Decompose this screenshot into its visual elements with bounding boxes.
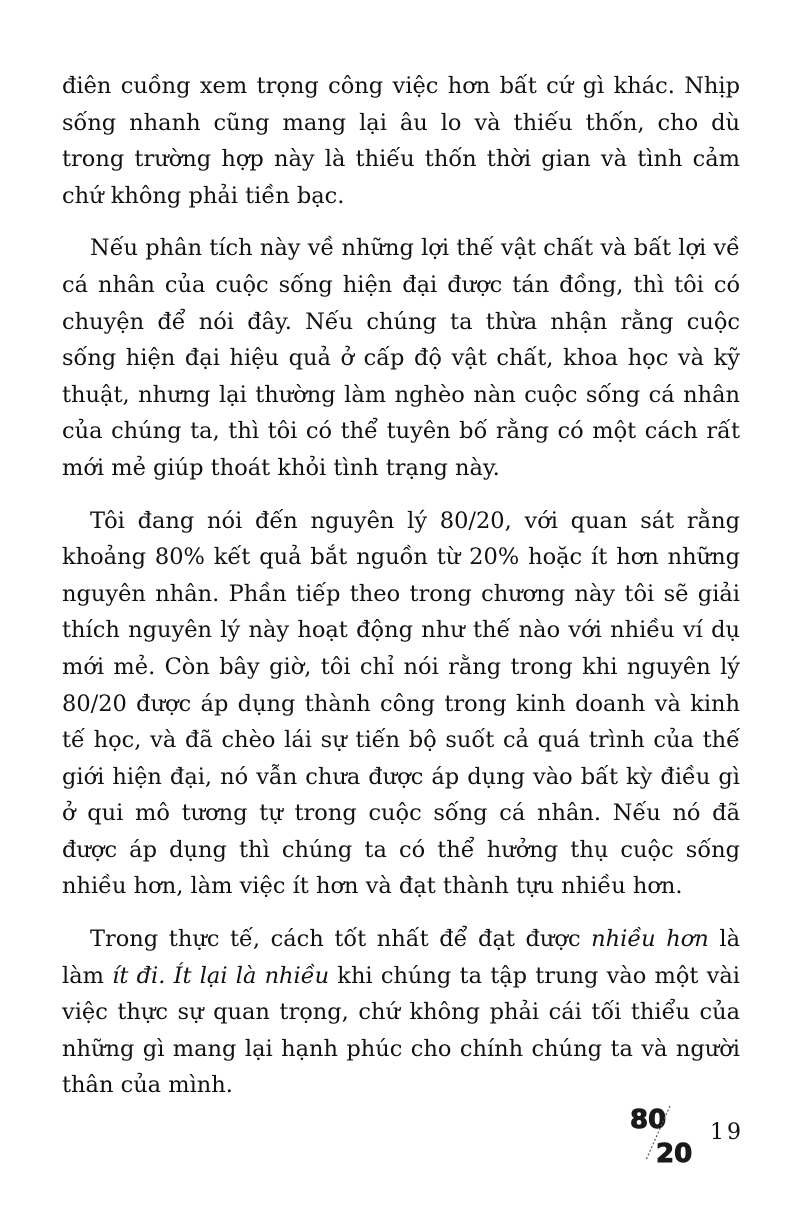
logo-bottom-number: 20 (656, 1139, 693, 1169)
paragraph (62, 921, 740, 1104)
page-body (62, 68, 740, 1104)
page-footer (624, 1100, 754, 1170)
emphasis-text: ít đi. Ít lại là nhiều (112, 962, 330, 989)
page-number: 19 (710, 1120, 744, 1145)
paragraph (62, 503, 740, 906)
paragraph-text: Trong thực tế, cách tốt nhất để đạt được (90, 926, 592, 953)
paragraph-text: Tôi đang nói đến nguyên lý 80/20, với quan sát rằng khoảng 80% kết quả bắt nguồn từ 20% hoặc ít hơn những nguyên nhân. Phần tiếp theo trong chương này tôi sẽ giải thích nguyên lý này hoạt động như thế nào với nhiều ví dụ mới mẻ. Còn bây giờ, tôi chỉ nói rằng trong khi nguyên lý 80/20 được áp dụng thành công trong kinh doanh và kinh tế học, và đã chèo lái sự tiến bộ suốt cả quá trình của thế giới hiện đại, nó vẫn chưa được áp dụng vào bất kỳ điều gì ở qui mô tương tự trong cuộc sống cá nhân. Nếu nó đã được áp dụng thì chúng ta có thể hưởng thụ cuộc sống nhiều hơn, làm việc ít hơn và đạt thành tựu nhiều hơn. (62, 507, 740, 900)
paragraph-text: Nếu phân tích này về những lợi thế vật chất và bất lợi về cá nhân của cuộc sống hiện đại được tán đồng, thì tôi có chuyện để nói đây. Nếu chúng ta thừa nhận rằng cuộc sống hiện đại hiệu quả ở cấp độ vật chất, khoa học và kỹ thuật, nhưng lại thường làm nghèo nàn cuộc sống cá nhân của chúng ta, thì tôi có thể tuyên bố rằng có một cách rất mới mẻ giúp thoát khỏi tình trạng này. (62, 235, 740, 481)
logo-top-number: 80 (630, 1105, 667, 1135)
emphasis-text: nhiều hơn (591, 926, 709, 953)
paragraph-text: điên cuồng xem trọng công việc hơn bất cứ gì khác. Nhịp sống nhanh cũng mang lại âu lo và thiếu thốn, cho dù trong trường hợp này là thiếu thốn thời gian và tình cảm chứ không phải tiền bạc. (62, 73, 740, 209)
80-20-logo-icon (624, 1100, 696, 1170)
paragraph (62, 230, 740, 486)
paragraph-text: là làm (62, 926, 740, 989)
paragraph (62, 68, 740, 214)
paragraph-text: khi chúng ta tập trung vào một vài việc thực sự quan trọng, chứ không phải cái tối thiểu của những gì mang lại hạnh phúc cho chính chúng ta và người thân của mình. (62, 962, 741, 1099)
